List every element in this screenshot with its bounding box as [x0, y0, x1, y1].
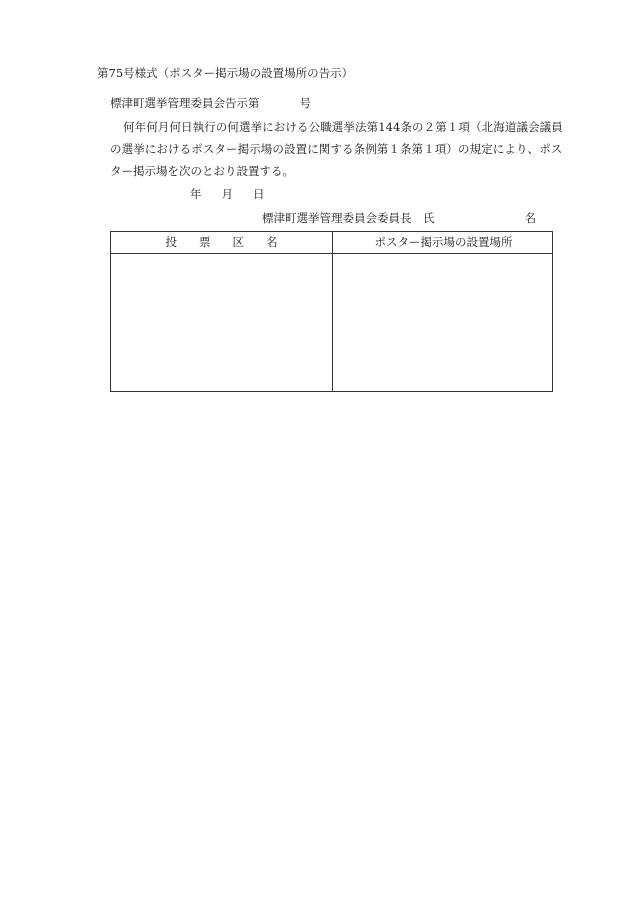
body-text-line-1: 何年何月何日執行の何選挙における公職選挙法第144条の２第１項（北海道議会議員 — [123, 120, 563, 134]
form-title: 第75号様式（ポスター掲示場の設置場所の告示） — [97, 66, 354, 80]
notice-number-prefix: 標津町選挙管理委員会告示第 — [110, 96, 260, 110]
table-cell-district — [111, 254, 332, 391]
signer-name-suffix: 名 — [524, 211, 536, 225]
date-line — [190, 187, 265, 201]
body-text-line-3: ター掲示場を次のとおり設置する。 — [110, 164, 294, 178]
date-day: 日 — [253, 187, 265, 201]
table-header-district: 投票区名 — [165, 235, 300, 249]
signer-line — [262, 211, 536, 225]
table-cell-location — [333, 254, 552, 391]
notice-number-line — [110, 96, 311, 110]
date-month: 月 — [221, 187, 233, 201]
notice-number-suffix: 号 — [299, 96, 311, 110]
poster-location-table — [110, 231, 553, 392]
table-header-location: ポスター掲示場の設置場所 — [374, 235, 513, 249]
signer-title: 標津町選挙管理委員会委員長 氏 — [262, 211, 435, 225]
body-text-line-2: の選挙におけるポスター掲示場の設置に関する条例第１条第１項）の規定により、ポス — [110, 142, 563, 156]
date-year: 年 — [190, 187, 202, 201]
